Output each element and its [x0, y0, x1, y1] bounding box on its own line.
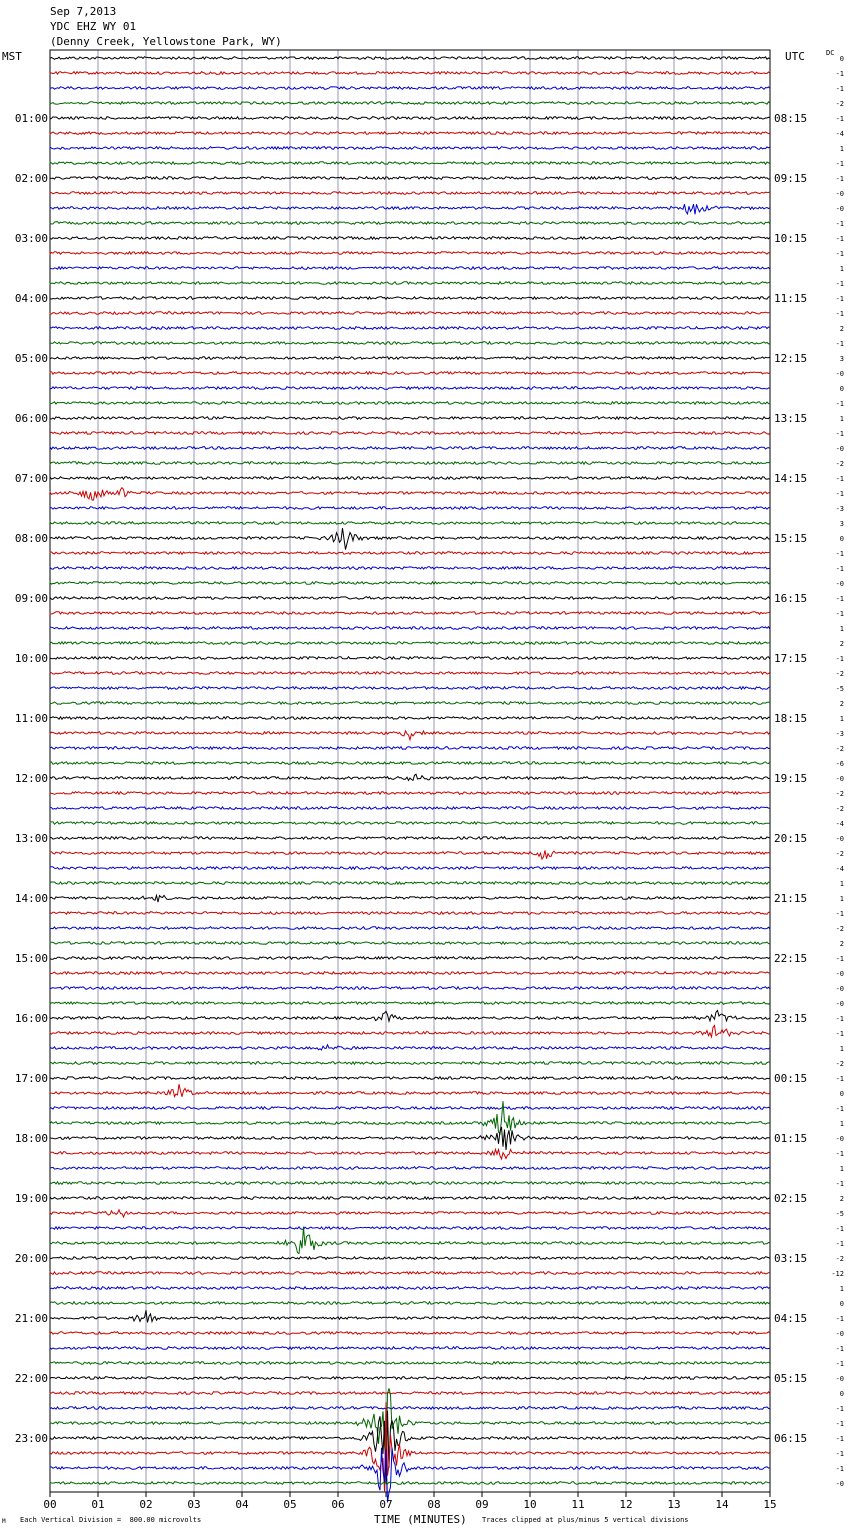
- mst-hour-label: 16:00: [14, 1012, 48, 1025]
- mst-hour-label: 23:00: [14, 1432, 48, 1445]
- dc-offset-value: -1: [835, 400, 844, 408]
- utc-hour-label: 10:15: [774, 232, 808, 245]
- x-tick-label: 00: [43, 1498, 57, 1511]
- dc-offset-value: -0: [835, 970, 844, 978]
- dc-offset-value: -1: [835, 1315, 844, 1323]
- mst-hour-label: 06:00: [14, 412, 48, 425]
- dc-offset-value: -0: [835, 1135, 844, 1143]
- trace-row-23: [50, 402, 770, 405]
- x-tick-label: 04: [235, 1498, 249, 1511]
- dc-offset-value: 2: [839, 1195, 844, 1203]
- dc-offset-value: -2: [835, 790, 844, 798]
- x-tick-label: 01: [91, 1498, 105, 1511]
- mst-hour-label: 04:00: [14, 292, 48, 305]
- trace-row-18: [50, 327, 770, 330]
- trace-row-39: [50, 642, 770, 645]
- trace-row-90: [50, 1407, 770, 1410]
- dc-offset-value: -1: [835, 1180, 844, 1188]
- trace-row-56: [50, 895, 770, 902]
- trace-row-61: [50, 972, 770, 975]
- trace-row-27: [50, 462, 770, 465]
- trace-row-17: [50, 312, 770, 315]
- trace-row-0: [50, 57, 770, 60]
- trace-row-5: [50, 132, 770, 135]
- mst-hour-label: 12:00: [14, 772, 48, 785]
- trace-row-43: [50, 702, 770, 705]
- trace-row-25: [50, 432, 770, 435]
- trace-row-9: [50, 192, 770, 195]
- trace-row-34: [50, 567, 770, 570]
- plot-frame: [50, 50, 770, 1492]
- dc-offset-value: -0: [835, 1480, 844, 1488]
- dc-offset-value: -0: [835, 190, 844, 198]
- dc-offset-value: -1: [835, 490, 844, 498]
- trace-row-78: [50, 1227, 770, 1230]
- trace-row-54: [50, 867, 770, 870]
- trace-row-50: [50, 807, 770, 810]
- utc-hour-label: 03:15: [774, 1252, 808, 1265]
- trace-row-89: [50, 1392, 770, 1395]
- trace-row-6: [50, 147, 770, 150]
- scale-note: Each Vertical Division = 800.00 microvolts: [20, 1516, 202, 1524]
- utc-hour-label: 04:15: [774, 1312, 808, 1325]
- mst-hour-label: 03:00: [14, 232, 48, 245]
- dc-offset-value: 1: [839, 715, 844, 723]
- x-tick-label: 07: [379, 1498, 393, 1511]
- dc-offset-value: -0: [835, 1000, 844, 1008]
- dc-offset-value: -2: [835, 1255, 844, 1263]
- dc-offset-value: 1: [839, 895, 844, 903]
- trace-row-63: [50, 1002, 770, 1005]
- trace-row-29: [50, 488, 770, 500]
- dc-offset-value: -0: [835, 205, 844, 213]
- trace-row-32: [50, 528, 770, 550]
- dc-offset-value: -1: [835, 1225, 844, 1233]
- dc-offset-value: 1: [839, 1165, 844, 1173]
- trace-row-1: [50, 72, 770, 75]
- station-location: (Denny Creek, Yellowstone Park, WY): [50, 35, 282, 48]
- dc-offset-value: -2: [835, 670, 844, 678]
- trace-row-10: [50, 204, 770, 214]
- utc-hour-label: 11:15: [774, 292, 808, 305]
- trace-row-2: [50, 87, 770, 90]
- trace-row-28: [50, 477, 770, 480]
- trace-row-76: [50, 1197, 770, 1200]
- mst-hour-label: 02:00: [14, 172, 48, 185]
- dc-offset-value: -4: [835, 130, 844, 138]
- trace-row-67: [50, 1062, 770, 1065]
- mst-label: MST: [2, 50, 22, 63]
- dc-offset-value: -0: [835, 1330, 844, 1338]
- utc-hour-label: 12:15: [774, 352, 808, 365]
- dc-offset-value: -1: [835, 220, 844, 228]
- dc-offset-value: 1: [839, 415, 844, 423]
- dc-offset-value: 1: [839, 265, 844, 273]
- trace-row-38: [50, 627, 770, 630]
- trace-row-60: [50, 957, 770, 960]
- dc-offset-value: -1: [835, 250, 844, 258]
- dc-offset-value: 0: [839, 1090, 844, 1098]
- trace-row-19: [50, 342, 770, 345]
- trace-row-20: [50, 357, 770, 360]
- trace-row-44: [50, 717, 770, 720]
- trace-row-4: [50, 117, 770, 120]
- dc-offset-value: 0: [839, 1300, 844, 1308]
- dc-offset-value: -2: [835, 100, 844, 108]
- trace-row-68: [50, 1077, 770, 1080]
- mst-hour-label: 22:00: [14, 1372, 48, 1385]
- trace-row-53: [50, 850, 770, 859]
- dc-offset-value: -1: [835, 1150, 844, 1158]
- utc-hour-label: 17:15: [774, 652, 808, 665]
- trace-row-55: [50, 882, 770, 885]
- dc-offset-value: -0: [835, 775, 844, 783]
- mst-hour-label: 07:00: [14, 472, 48, 485]
- dc-offset-value: -0: [835, 445, 844, 453]
- corner-mark: M: [2, 1518, 6, 1525]
- dc-offset-value: -1: [835, 175, 844, 183]
- dc-offset-value: -1: [835, 1015, 844, 1023]
- mst-hour-label: 13:00: [14, 832, 48, 845]
- dc-offset-value: 0: [839, 535, 844, 543]
- dc-offset-value: -5: [835, 1210, 844, 1218]
- dc-offset-value: -1: [835, 1240, 844, 1248]
- x-tick-label: 02: [139, 1498, 153, 1511]
- x-tick-label: 10: [523, 1498, 537, 1511]
- x-tick-label: 13: [667, 1498, 681, 1511]
- trace-row-22: [50, 387, 770, 390]
- trace-row-86: [50, 1347, 770, 1350]
- trace-row-59: [50, 942, 770, 945]
- dc-offset-value: -1: [835, 475, 844, 483]
- trace-row-58: [50, 927, 770, 930]
- dc-offset-value: 2: [839, 940, 844, 948]
- trace-row-51: [50, 822, 770, 825]
- station-code: YDC EHZ WY 01: [50, 20, 137, 33]
- dc-offset-value: -1: [835, 955, 844, 963]
- dc-offset-value: 1: [839, 1045, 844, 1053]
- trace-row-79: [50, 1227, 770, 1254]
- dc-offset-value: -5: [835, 685, 844, 693]
- utc-hour-label: 19:15: [774, 772, 808, 785]
- dc-offset-value: -1: [835, 1345, 844, 1353]
- x-tick-label: 12: [619, 1498, 633, 1511]
- utc-label: UTC: [785, 50, 805, 63]
- dc-offset-value: -1: [835, 115, 844, 123]
- trace-row-31: [50, 522, 770, 525]
- trace-row-13: [50, 252, 770, 255]
- trace-row-8: [50, 177, 770, 180]
- dc-offset-value: 1: [839, 1120, 844, 1128]
- trace-row-47: [50, 762, 770, 765]
- dc-offset-value: 1: [839, 880, 844, 888]
- trace-row-52: [50, 837, 770, 840]
- utc-hour-label: 16:15: [774, 592, 808, 605]
- dc-offset-value: -0: [835, 835, 844, 843]
- x-tick-label: 06: [331, 1498, 345, 1511]
- trace-row-69: [50, 1084, 770, 1097]
- dc-offset-value: -1: [835, 160, 844, 168]
- utc-hour-label: 21:15: [774, 892, 808, 905]
- trace-row-15: [50, 282, 770, 285]
- trace-row-70: [50, 1107, 770, 1110]
- trace-row-75: [50, 1182, 770, 1185]
- trace-row-88: [50, 1377, 770, 1380]
- dc-offset-value: -2: [835, 805, 844, 813]
- mst-hour-label: 11:00: [14, 712, 48, 725]
- x-tick-label: 09: [475, 1498, 489, 1511]
- trace-row-35: [50, 582, 770, 585]
- trace-row-64: [50, 1010, 770, 1021]
- dc-offset-value: 0: [839, 55, 844, 63]
- dc-label: DC: [826, 49, 835, 57]
- dc-offset-value: -1: [835, 1075, 844, 1083]
- utc-hour-label: 08:15: [774, 112, 808, 125]
- trace-row-14: [50, 267, 770, 270]
- dc-offset-value: -1: [835, 910, 844, 918]
- dc-offset-value: -2: [835, 745, 844, 753]
- dc-offset-value: 1: [839, 625, 844, 633]
- mst-hour-label: 19:00: [14, 1192, 48, 1205]
- x-tick-label: 11: [571, 1498, 585, 1511]
- dc-offset-value: -1: [835, 70, 844, 78]
- dc-offset-value: -2: [835, 1060, 844, 1068]
- utc-hour-label: 02:15: [774, 1192, 808, 1205]
- dc-offset-value: 1: [839, 145, 844, 153]
- dc-offset-value: 2: [839, 325, 844, 333]
- dc-offset-value: -6: [835, 760, 844, 768]
- trace-row-49: [50, 792, 770, 795]
- x-tick-label: 15: [763, 1498, 777, 1511]
- dc-offset-value: -1: [835, 655, 844, 663]
- x-tick-label: 05: [283, 1498, 297, 1511]
- trace-row-48: [50, 774, 770, 780]
- dc-offset-value: -1: [835, 430, 844, 438]
- trace-row-41: [50, 672, 770, 675]
- dc-offset-value: 0: [839, 385, 844, 393]
- x-tick-label: 08: [427, 1498, 441, 1511]
- utc-hour-label: 13:15: [774, 412, 808, 425]
- utc-hour-label: 15:15: [774, 532, 808, 545]
- utc-hour-label: 00:15: [774, 1072, 808, 1085]
- trace-row-95: [50, 1482, 770, 1485]
- trace-row-91: [50, 1388, 770, 1462]
- dc-offset-value: -1: [835, 1405, 844, 1413]
- trace-row-74: [50, 1167, 770, 1170]
- dc-offset-value: -1: [835, 1105, 844, 1113]
- dc-offset-value: -1: [835, 550, 844, 558]
- trace-row-77: [50, 1210, 770, 1217]
- trace-row-57: [50, 912, 770, 915]
- trace-row-62: [50, 987, 770, 990]
- mst-hour-label: 10:00: [14, 652, 48, 665]
- dc-offset-value: -1: [835, 1030, 844, 1038]
- dc-offset-value: 3: [839, 355, 844, 363]
- dc-offset-value: -3: [835, 505, 844, 513]
- trace-row-84: [50, 1310, 770, 1322]
- utc-hour-label: 14:15: [774, 472, 808, 485]
- mst-hour-label: 01:00: [14, 112, 48, 125]
- trace-row-66: [50, 1045, 770, 1050]
- dc-offset-value: -1: [835, 610, 844, 618]
- dc-offset-value: -3: [835, 730, 844, 738]
- dc-offset-value: -1: [835, 235, 844, 243]
- trace-row-73: [50, 1149, 770, 1159]
- trace-row-46: [50, 747, 770, 750]
- mst-hour-label: 14:00: [14, 892, 48, 905]
- dc-offset-value: -1: [835, 280, 844, 288]
- x-tick-label: 14: [715, 1498, 729, 1511]
- dc-offset-value: -1: [835, 565, 844, 573]
- dc-offset-value: -4: [835, 865, 844, 873]
- trace-row-82: [50, 1287, 770, 1290]
- mst-hour-label: 21:00: [14, 1312, 48, 1325]
- mst-hour-label: 20:00: [14, 1252, 48, 1265]
- dc-offset-value: -1: [835, 1435, 844, 1443]
- utc-hour-label: 22:15: [774, 952, 808, 965]
- x-tick-label: 03: [187, 1498, 201, 1511]
- dc-offset-value: -1: [835, 1360, 844, 1368]
- trace-row-24: [50, 417, 770, 420]
- x-axis-label: TIME (MINUTES): [374, 1513, 467, 1526]
- dc-offset-value: 2: [839, 640, 844, 648]
- utc-hour-label: 06:15: [774, 1432, 808, 1445]
- trace-row-87: [50, 1362, 770, 1365]
- utc-hour-label: 01:15: [774, 1132, 808, 1145]
- trace-row-71: [50, 1101, 770, 1134]
- trace-row-65: [50, 1026, 770, 1037]
- dc-offset-value: -1: [835, 85, 844, 93]
- dc-offset-value: -1: [835, 295, 844, 303]
- mst-hour-label: 08:00: [14, 532, 48, 545]
- trace-row-45: [50, 731, 770, 740]
- trace-row-72: [50, 1127, 770, 1150]
- trace-row-30: [50, 507, 770, 510]
- mst-hour-label: 15:00: [14, 952, 48, 965]
- dc-offset-value: 3: [839, 520, 844, 528]
- utc-hour-label: 05:15: [774, 1372, 808, 1385]
- trace-row-12: [50, 237, 770, 240]
- dc-offset-value: -1: [835, 340, 844, 348]
- mst-hour-label: 18:00: [14, 1132, 48, 1145]
- dc-offset-value: -2: [835, 850, 844, 858]
- dc-offset-value: -1: [835, 595, 844, 603]
- trace-row-3: [50, 102, 770, 105]
- trace-row-16: [50, 297, 770, 300]
- dc-offset-value: -1: [835, 1420, 844, 1428]
- dc-offset-value: -0: [835, 985, 844, 993]
- clip-note: Traces clipped at plus/minus 5 vertical divisions: [482, 1516, 689, 1524]
- dc-offset-value: 1: [839, 1285, 844, 1293]
- dc-offset-value: -0: [835, 1375, 844, 1383]
- dc-offset-value: 0: [839, 1390, 844, 1398]
- utc-hour-label: 20:15: [774, 832, 808, 845]
- trace-row-83: [50, 1302, 770, 1305]
- trace-row-37: [50, 612, 770, 615]
- mst-hour-label: 09:00: [14, 592, 48, 605]
- trace-row-26: [50, 447, 770, 450]
- dc-offset-value: -4: [835, 820, 844, 828]
- dc-offset-value: -0: [835, 370, 844, 378]
- dc-offset-value: -0: [835, 580, 844, 588]
- dc-offset-value: 2: [839, 700, 844, 708]
- dc-offset-value: -1: [835, 1450, 844, 1458]
- dc-offset-value: -2: [835, 925, 844, 933]
- plot-date: Sep 7,2013: [50, 5, 117, 18]
- trace-row-81: [50, 1272, 770, 1275]
- trace-row-7: [50, 162, 770, 165]
- mst-hour-label: 17:00: [14, 1072, 48, 1085]
- trace-row-21: [50, 372, 770, 375]
- trace-row-93: [50, 1402, 770, 1491]
- dc-offset-value: -1: [835, 1465, 844, 1473]
- trace-row-85: [50, 1332, 770, 1335]
- mst-hour-label: 05:00: [14, 352, 48, 365]
- trace-row-36: [50, 597, 770, 600]
- trace-row-11: [50, 222, 770, 225]
- trace-row-42: [50, 687, 770, 690]
- utc-hour-label: 18:15: [774, 712, 808, 725]
- trace-row-33: [50, 552, 770, 555]
- utc-hour-label: 09:15: [774, 172, 808, 185]
- dc-offset-value: -1: [835, 310, 844, 318]
- trace-row-40: [50, 657, 770, 660]
- trace-row-80: [50, 1257, 770, 1260]
- dc-offset-value: -12: [831, 1270, 844, 1278]
- utc-hour-label: 23:15: [774, 1012, 808, 1025]
- dc-offset-value: -2: [835, 460, 844, 468]
